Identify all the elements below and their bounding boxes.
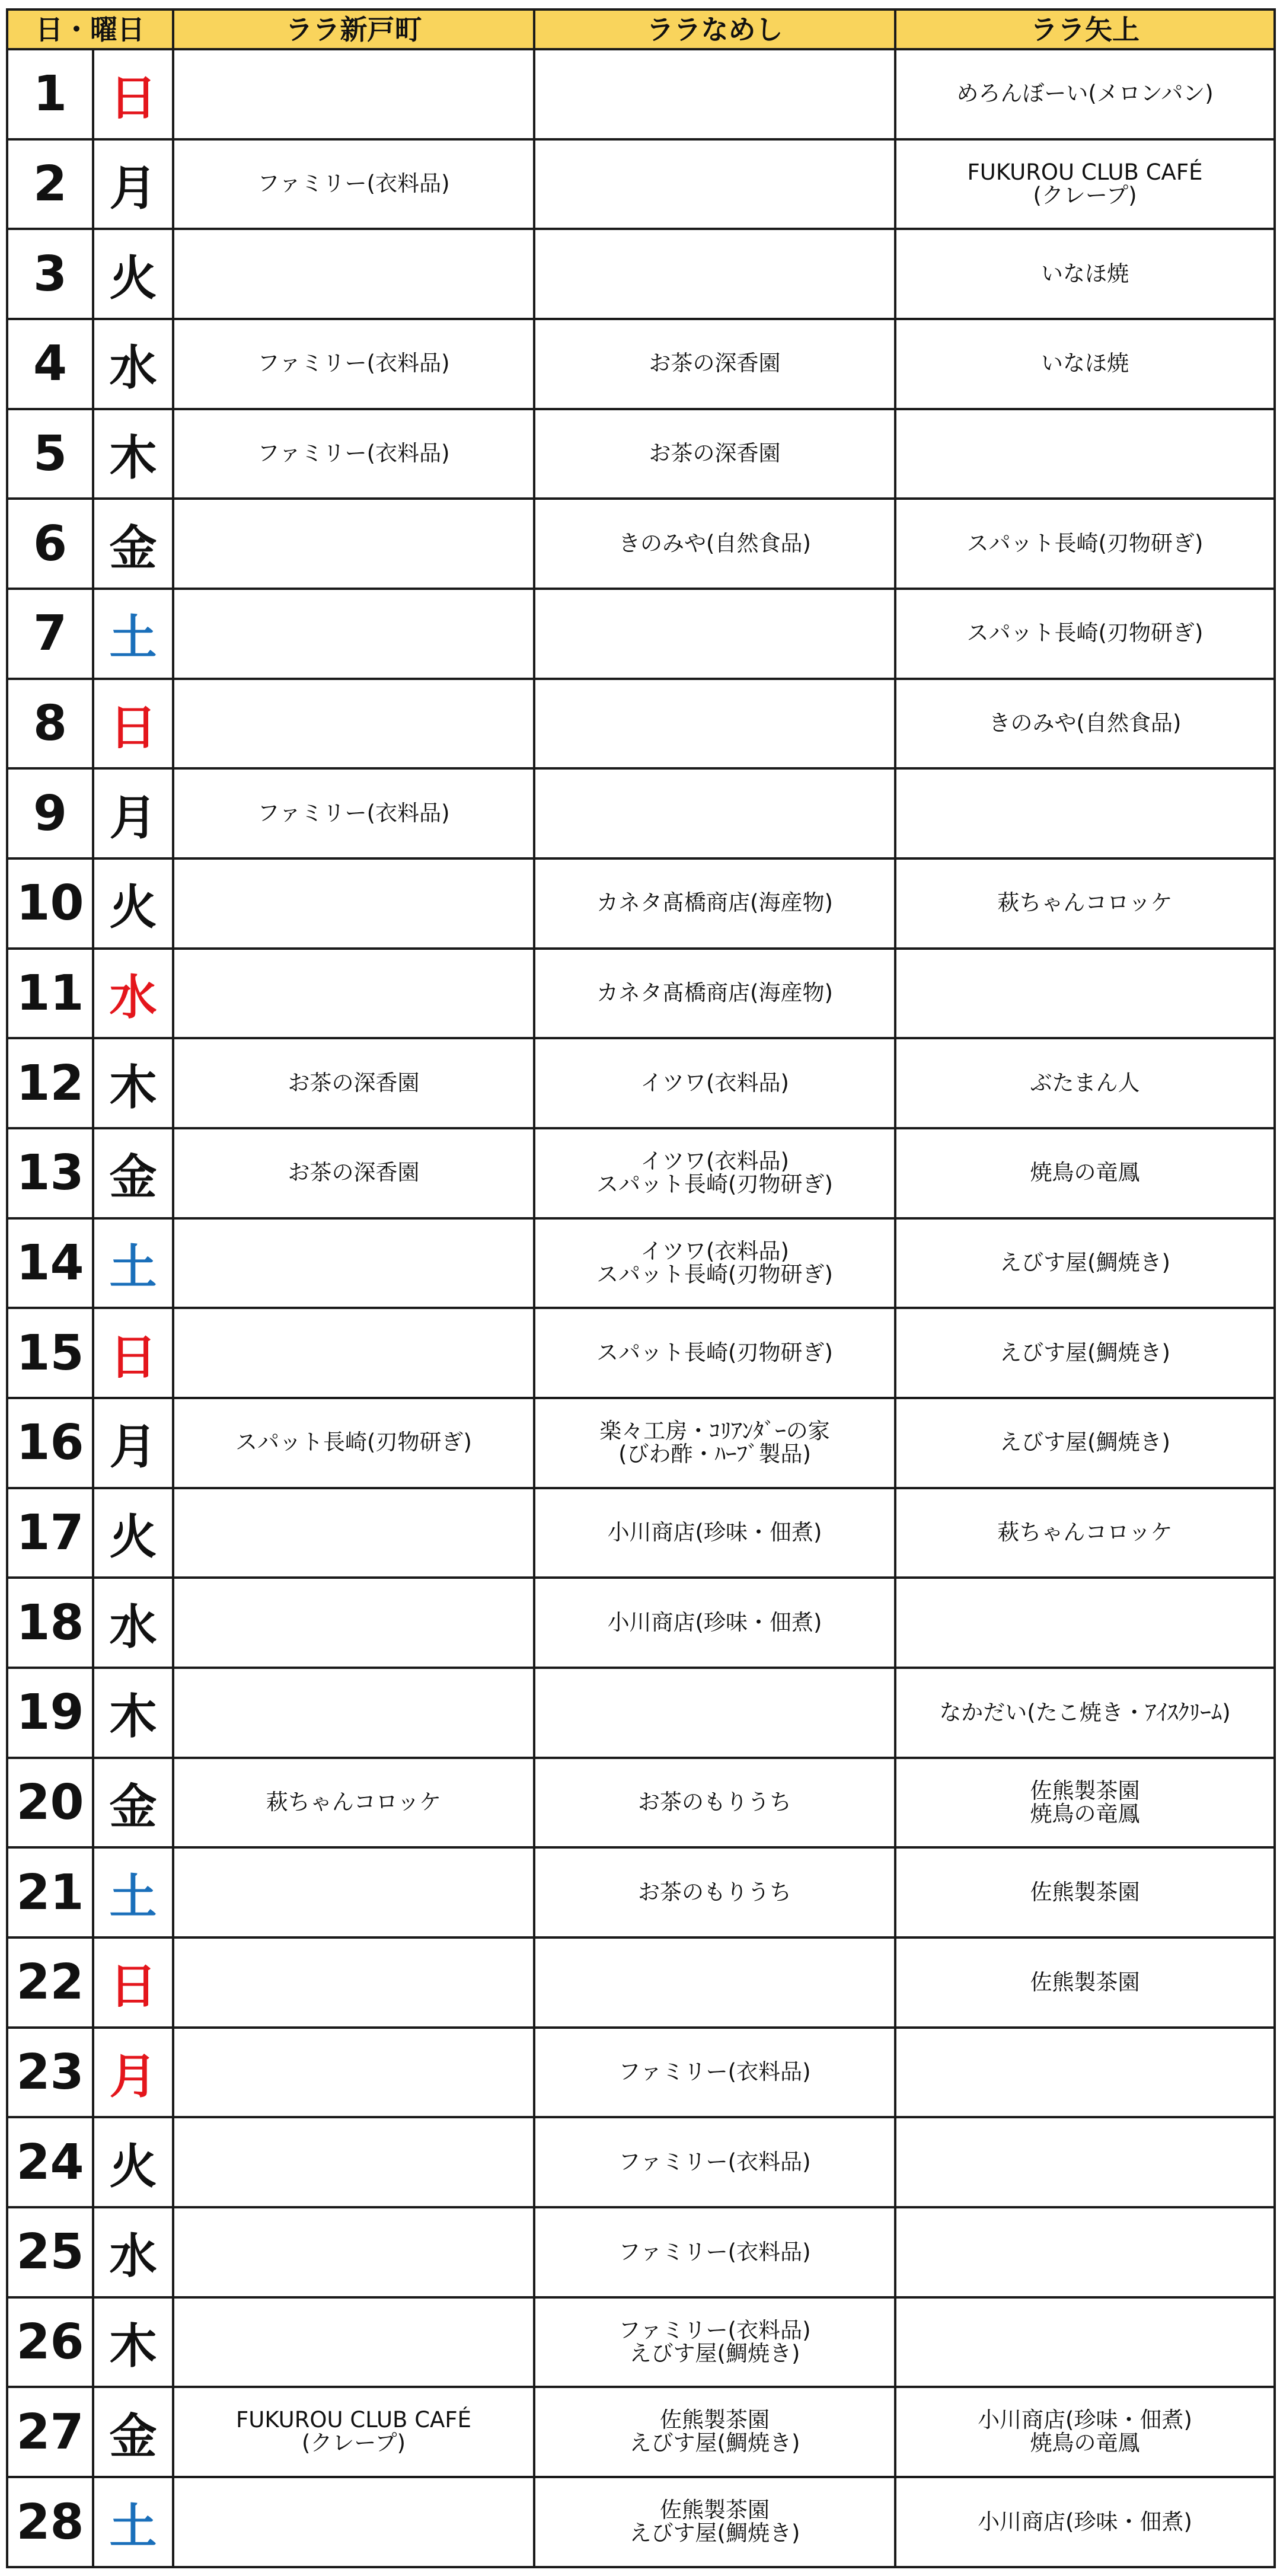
day-of-week: 木 xyxy=(93,409,173,499)
table-row xyxy=(7,2117,1275,2207)
cell-lala-nameshi xyxy=(534,229,895,319)
cell-lala-yagami: 佐熊製茶園 xyxy=(895,1847,1275,1937)
day-of-week: 土 xyxy=(93,2477,173,2567)
cell-lala-shintomachi xyxy=(173,2028,534,2118)
table-row xyxy=(7,1398,1275,1488)
cell-lala-shintomachi xyxy=(173,2297,534,2387)
cell-lala-nameshi xyxy=(534,679,895,769)
table-row xyxy=(7,858,1275,949)
day-number: 19 xyxy=(7,1668,93,1758)
cell-lala-yagami xyxy=(895,2207,1275,2297)
cell-lala-shintomachi xyxy=(173,2117,534,2207)
header-lala-yagami: ララ矢上 xyxy=(895,9,1275,49)
day-number: 15 xyxy=(7,1308,93,1398)
day-number: 18 xyxy=(7,1578,93,1668)
table-row xyxy=(7,2297,1275,2387)
cell-lala-shintomachi xyxy=(173,1218,534,1308)
cell-lala-nameshi: 佐熊製茶園 えびす屋(鯛焼き) xyxy=(534,2387,895,2477)
cell-lala-nameshi xyxy=(534,1937,895,2028)
cell-lala-shintomachi: 萩ちゃんコロッケ xyxy=(173,1758,534,1848)
day-of-week: 月 xyxy=(93,768,173,858)
cell-lala-shintomachi: ファミリー(衣料品) xyxy=(173,409,534,499)
cell-lala-shintomachi xyxy=(173,589,534,679)
day-of-week: 木 xyxy=(93,2297,173,2387)
day-of-week: 土 xyxy=(93,1847,173,1937)
table-row xyxy=(7,1758,1275,1848)
table-row xyxy=(7,589,1275,679)
cell-lala-yagami: 小川商店(珍味・佃煮) 焼鳥の竜鳳 xyxy=(895,2387,1275,2477)
cell-lala-yagami: なかだい(たこ焼き・ｱｲｽｸﾘｰﾑ) xyxy=(895,1668,1275,1758)
cell-lala-shintomachi xyxy=(173,1847,534,1937)
cell-lala-yagami xyxy=(895,2028,1275,2118)
table-row xyxy=(7,2387,1275,2477)
cell-lala-shintomachi: ファミリー(衣料品) xyxy=(173,319,534,409)
cell-lala-shintomachi: FUKUROU CLUB CAFÉ (クレープ) xyxy=(173,2387,534,2477)
cell-lala-yagami: いなほ焼 xyxy=(895,319,1275,409)
table-row xyxy=(7,1128,1275,1218)
day-number: 10 xyxy=(7,858,93,949)
table-row xyxy=(7,2477,1275,2567)
cell-lala-nameshi: カネタ髙橋商店(海産物) xyxy=(534,858,895,949)
day-number: 9 xyxy=(7,768,93,858)
day-number: 28 xyxy=(7,2477,93,2567)
cell-lala-nameshi xyxy=(534,49,895,139)
day-number: 17 xyxy=(7,1488,93,1578)
cell-lala-yagami xyxy=(895,409,1275,499)
table-row xyxy=(7,229,1275,319)
day-number: 12 xyxy=(7,1038,93,1128)
day-number: 24 xyxy=(7,2117,93,2207)
day-of-week: 火 xyxy=(93,229,173,319)
schedule-body xyxy=(7,49,1275,2567)
table-row xyxy=(7,1308,1275,1398)
cell-lala-nameshi: ファミリー(衣料品) xyxy=(534,2117,895,2207)
day-of-week: 水 xyxy=(93,319,173,409)
cell-lala-nameshi: お茶のもりうち xyxy=(534,1847,895,1937)
cell-lala-shintomachi xyxy=(173,858,534,949)
cell-lala-shintomachi: お茶の深香園 xyxy=(173,1038,534,1128)
day-of-week: 土 xyxy=(93,589,173,679)
cell-lala-nameshi xyxy=(534,768,895,858)
day-number: 3 xyxy=(7,229,93,319)
cell-lala-nameshi: お茶のもりうち xyxy=(534,1758,895,1848)
cell-lala-yagami xyxy=(895,1578,1275,1668)
cell-lala-shintomachi: ファミリー(衣料品) xyxy=(173,139,534,229)
cell-lala-yagami: えびす屋(鯛焼き) xyxy=(895,1308,1275,1398)
table-row xyxy=(7,768,1275,858)
day-of-week: 火 xyxy=(93,1488,173,1578)
cell-lala-yagami: いなほ焼 xyxy=(895,229,1275,319)
cell-lala-nameshi xyxy=(534,589,895,679)
table-row xyxy=(7,679,1275,769)
cell-lala-shintomachi xyxy=(173,229,534,319)
cell-lala-yagami: きのみや(自然食品) xyxy=(895,679,1275,769)
cell-lala-yagami: 萩ちゃんコロッケ xyxy=(895,1488,1275,1578)
table-row xyxy=(7,49,1275,139)
cell-lala-nameshi: カネタ髙橋商店(海産物) xyxy=(534,949,895,1039)
day-of-week: 火 xyxy=(93,2117,173,2207)
day-of-week: 水 xyxy=(93,1578,173,1668)
cell-lala-nameshi: イツワ(衣料品) スパット長崎(刃物研ぎ) xyxy=(534,1218,895,1308)
cell-lala-shintomachi xyxy=(173,2477,534,2567)
table-row xyxy=(7,1578,1275,1668)
cell-lala-shintomachi xyxy=(173,2207,534,2297)
day-number: 2 xyxy=(7,139,93,229)
cell-lala-yagami: スパット長崎(刃物研ぎ) xyxy=(895,589,1275,679)
cell-lala-nameshi: きのみや(自然食品) xyxy=(534,499,895,589)
cell-lala-shintomachi: ファミリー(衣料品) xyxy=(173,768,534,858)
day-number: 25 xyxy=(7,2207,93,2297)
cell-lala-shintomachi xyxy=(173,499,534,589)
table-row xyxy=(7,1488,1275,1578)
cell-lala-yagami: 小川商店(珍味・佃煮) xyxy=(895,2477,1275,2567)
schedule-table xyxy=(6,8,1276,2568)
cell-lala-yagami: 焼鳥の竜鳳 xyxy=(895,1128,1275,1218)
cell-lala-nameshi: イツワ(衣料品) xyxy=(534,1038,895,1128)
table-row xyxy=(7,2207,1275,2297)
day-number: 13 xyxy=(7,1128,93,1218)
table-row xyxy=(7,409,1275,499)
cell-lala-shintomachi: お茶の深香園 xyxy=(173,1128,534,1218)
cell-lala-yagami: 佐熊製茶園 xyxy=(895,1937,1275,2028)
table-row xyxy=(7,1937,1275,2028)
cell-lala-yagami xyxy=(895,949,1275,1039)
day-of-week: 月 xyxy=(93,139,173,229)
day-of-week: 木 xyxy=(93,1038,173,1128)
cell-lala-nameshi: ファミリー(衣料品) xyxy=(534,2207,895,2297)
day-number: 4 xyxy=(7,319,93,409)
table-row xyxy=(7,139,1275,229)
cell-lala-nameshi: 小川商店(珍味・佃煮) xyxy=(534,1578,895,1668)
cell-lala-yagami xyxy=(895,768,1275,858)
day-number: 8 xyxy=(7,679,93,769)
day-number: 23 xyxy=(7,2028,93,2118)
cell-lala-nameshi: 佐熊製茶園 えびす屋(鯛焼き) xyxy=(534,2477,895,2567)
cell-lala-yagami: 萩ちゃんコロッケ xyxy=(895,858,1275,949)
header-row xyxy=(7,9,1275,49)
day-number: 26 xyxy=(7,2297,93,2387)
day-of-week: 土 xyxy=(93,1218,173,1308)
day-of-week: 水 xyxy=(93,949,173,1039)
cell-lala-yagami: FUKUROU CLUB CAFÉ (クレープ) xyxy=(895,139,1275,229)
cell-lala-shintomachi: スパット長崎(刃物研ぎ) xyxy=(173,1398,534,1488)
cell-lala-shintomachi xyxy=(173,949,534,1039)
table-row xyxy=(7,2028,1275,2118)
day-of-week: 火 xyxy=(93,858,173,949)
cell-lala-nameshi: ファミリー(衣料品) xyxy=(534,2028,895,2118)
cell-lala-yagami xyxy=(895,2117,1275,2207)
cell-lala-shintomachi xyxy=(173,1668,534,1758)
day-number: 16 xyxy=(7,1398,93,1488)
table-row xyxy=(7,1038,1275,1128)
table-row xyxy=(7,499,1275,589)
table-row xyxy=(7,1218,1275,1308)
day-number: 22 xyxy=(7,1937,93,2028)
cell-lala-nameshi xyxy=(534,1668,895,1758)
cell-lala-nameshi: イツワ(衣料品) スパット長崎(刃物研ぎ) xyxy=(534,1128,895,1218)
day-number: 5 xyxy=(7,409,93,499)
day-of-week: 日 xyxy=(93,679,173,769)
day-of-week: 木 xyxy=(93,1668,173,1758)
day-of-week: 日 xyxy=(93,1308,173,1398)
cell-lala-nameshi: 小川商店(珍味・佃煮) xyxy=(534,1488,895,1578)
cell-lala-yagami: めろんぼーい(メロンパン) xyxy=(895,49,1275,139)
day-of-week: 金 xyxy=(93,499,173,589)
cell-lala-shintomachi xyxy=(173,1578,534,1668)
cell-lala-yagami: ぶたまん人 xyxy=(895,1038,1275,1128)
cell-lala-shintomachi xyxy=(173,1308,534,1398)
day-number: 6 xyxy=(7,499,93,589)
day-of-week: 金 xyxy=(93,1758,173,1848)
cell-lala-yagami: えびす屋(鯛焼き) xyxy=(895,1398,1275,1488)
cell-lala-shintomachi xyxy=(173,49,534,139)
day-of-week: 月 xyxy=(93,1398,173,1488)
cell-lala-nameshi: ファミリー(衣料品) えびす屋(鯛焼き) xyxy=(534,2297,895,2387)
cell-lala-shintomachi xyxy=(173,679,534,769)
cell-lala-shintomachi xyxy=(173,1937,534,2028)
day-of-week: 金 xyxy=(93,2387,173,2477)
cell-lala-shintomachi xyxy=(173,1488,534,1578)
table-row xyxy=(7,1668,1275,1758)
day-number: 21 xyxy=(7,1847,93,1937)
cell-lala-nameshi: お茶の深香園 xyxy=(534,409,895,499)
table-row xyxy=(7,949,1275,1039)
table-row xyxy=(7,1847,1275,1937)
day-of-week: 金 xyxy=(93,1128,173,1218)
cell-lala-nameshi: スパット長崎(刃物研ぎ) xyxy=(534,1308,895,1398)
day-of-week: 日 xyxy=(93,49,173,139)
cell-lala-nameshi: 楽々工房・ｺﾘｱﾝﾀﾞｰの家 (びわ酢・ﾊｰﾌﾞ製品) xyxy=(534,1398,895,1488)
header-lala-nameshi: ララなめし xyxy=(534,9,895,49)
cell-lala-nameshi xyxy=(534,139,895,229)
cell-lala-yagami: えびす屋(鯛焼き) xyxy=(895,1218,1275,1308)
day-number: 14 xyxy=(7,1218,93,1308)
day-of-week: 月 xyxy=(93,2028,173,2118)
day-number: 11 xyxy=(7,949,93,1039)
cell-lala-nameshi: お茶の深香園 xyxy=(534,319,895,409)
day-number: 7 xyxy=(7,589,93,679)
header-lala-shintomachi: ララ新戸町 xyxy=(173,9,534,49)
cell-lala-yagami xyxy=(895,2297,1275,2387)
day-of-week: 日 xyxy=(93,1937,173,2028)
day-number: 20 xyxy=(7,1758,93,1848)
day-number: 27 xyxy=(7,2387,93,2477)
day-of-week: 水 xyxy=(93,2207,173,2297)
table-row xyxy=(7,319,1275,409)
day-number: 1 xyxy=(7,49,93,139)
cell-lala-yagami: 佐熊製茶園 焼鳥の竜鳳 xyxy=(895,1758,1275,1848)
header-date-day: 日・曜日 xyxy=(7,9,173,49)
cell-lala-yagami: スパット長崎(刃物研ぎ) xyxy=(895,499,1275,589)
